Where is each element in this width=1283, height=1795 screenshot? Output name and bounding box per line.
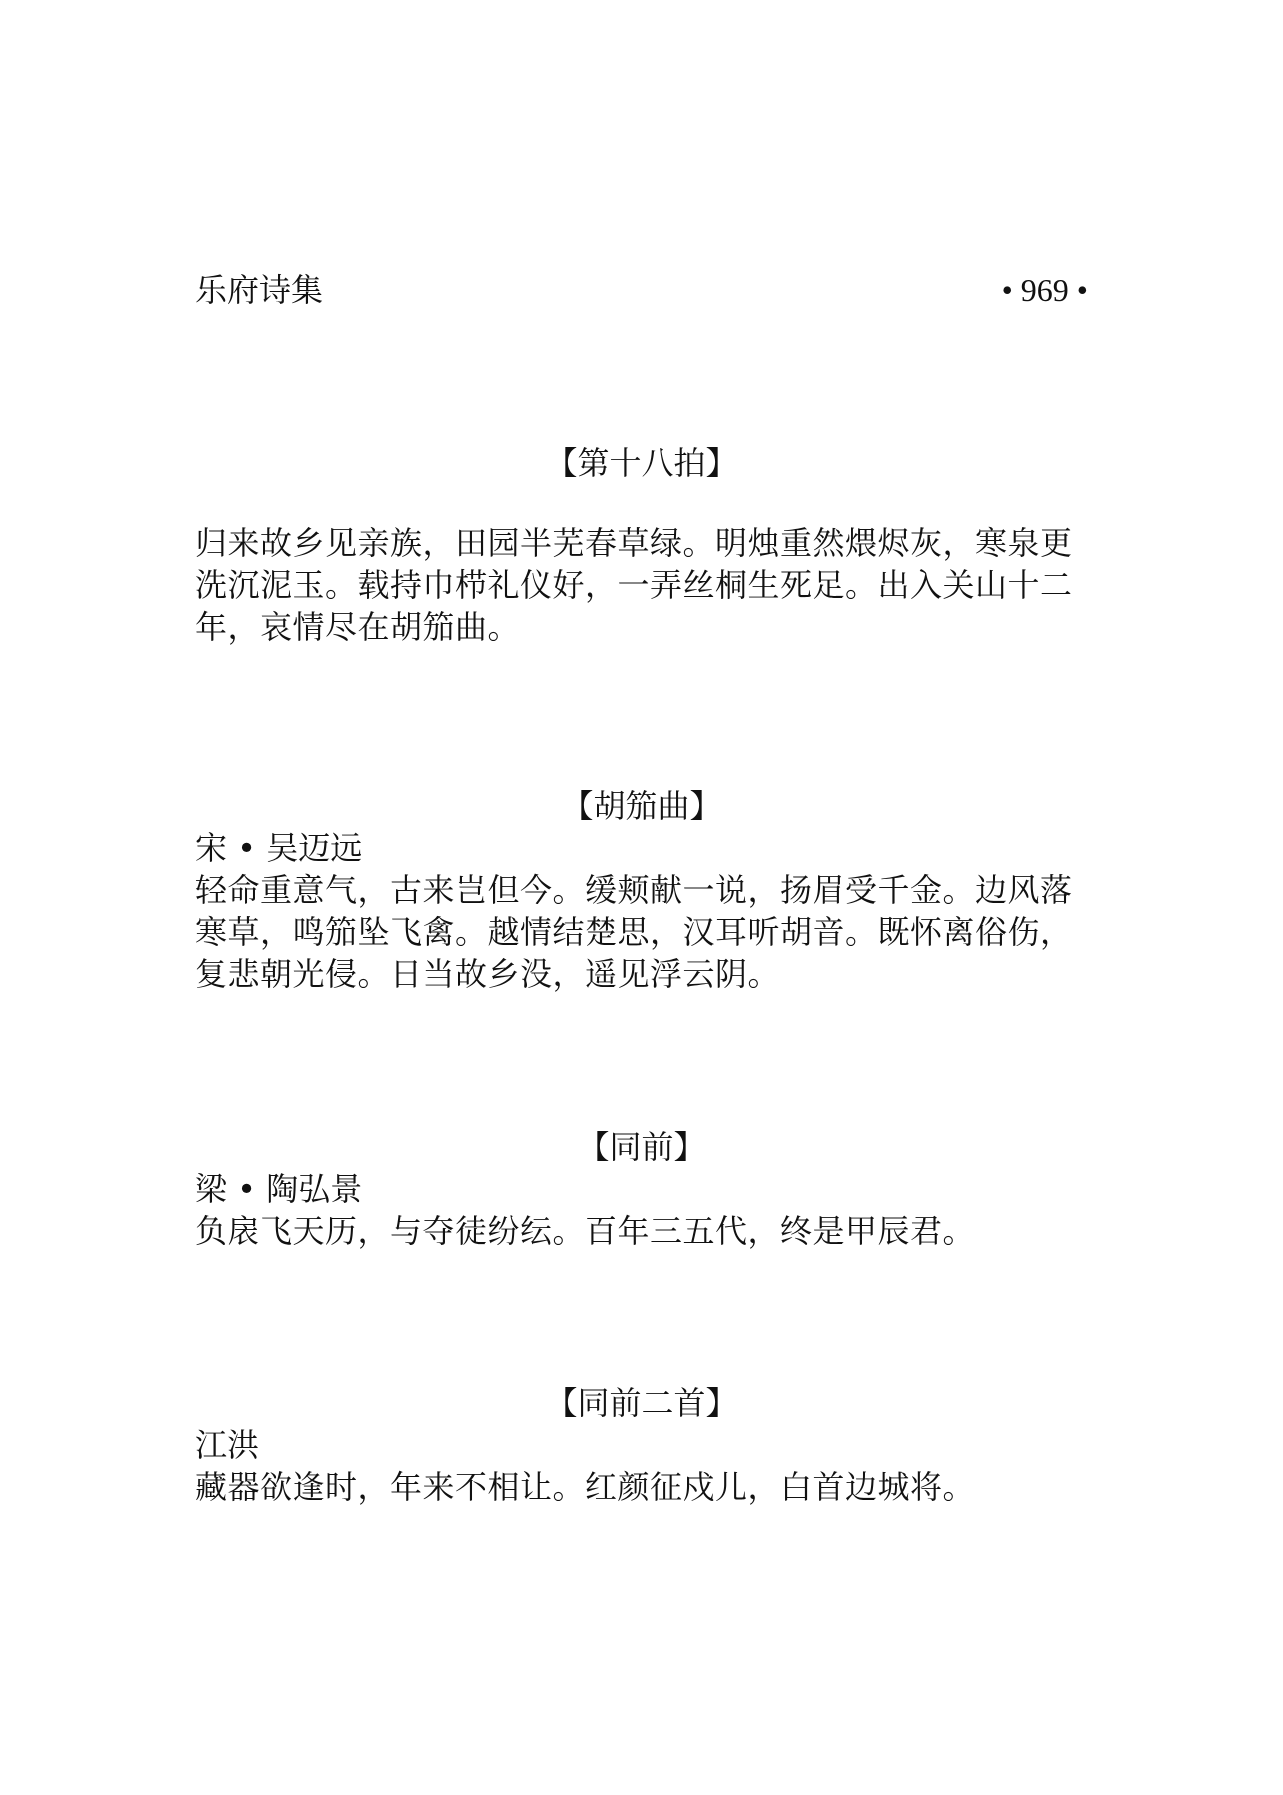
poem-section-1 [195, 442, 1088, 648]
section-title: 【同前】 [577, 1128, 706, 1166]
poem-author: 梁 • 陶弘景 [195, 1170, 363, 1208]
section-title: 【同前二首】 [545, 1384, 738, 1422]
poem-section-2 [195, 785, 1088, 995]
poem-author: 江洪 [195, 1426, 260, 1464]
poem-text: 藏器欲逢时，年来不相让。红颜征戍儿，白首边城将。 [195, 1468, 976, 1506]
poem-author: 宋 • 吴迈远 [195, 829, 363, 867]
poem-section-4 [195, 1382, 1088, 1508]
book-title: 乐府诗集 [195, 271, 324, 309]
section-title: 【第十八拍】 [545, 444, 738, 482]
poem-text: 负扆飞天历，与夺徒纷纭。百年三五代，终是甲辰君。 [195, 1212, 976, 1250]
poem-text: 轻命重意气，古来岂但今。缓颊献一说，扬眉受千金。边风落寒草，鸣笳坠飞禽。越情结楚思，汉耳听胡音。既怀离俗伤，复悲朝光侵。日当故乡没，遥见浮云阴。 [195, 871, 1073, 993]
page-number: • 969 • [1001, 272, 1088, 308]
section-title: 【胡笳曲】 [561, 787, 722, 825]
poem-text: 归来故乡见亲族，田园半芜春草绿。明烛重然煨烬灰，寒泉更洗沉泥玉。载持巾栉礼仪好，一弄丝桐生死足。出入关山十二年，哀情尽在胡笳曲。 [195, 524, 1073, 646]
poem-section-3 [195, 1126, 1088, 1252]
page-header [195, 270, 1088, 310]
